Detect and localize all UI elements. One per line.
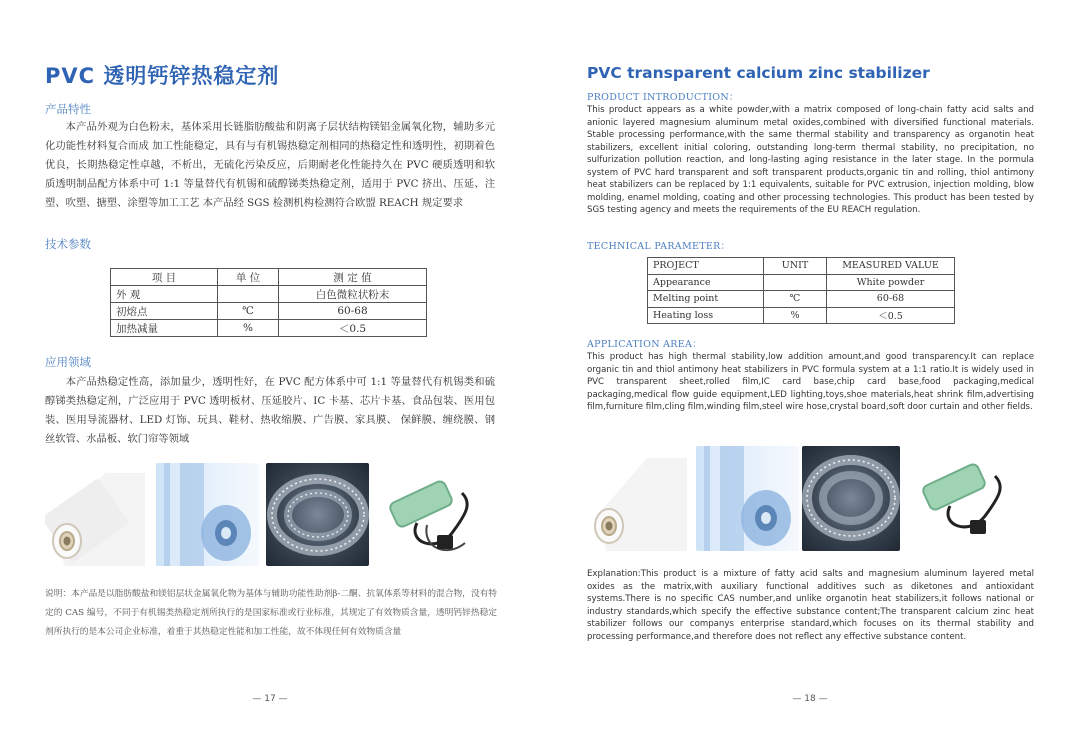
table-row [648, 307, 955, 324]
intro-text: This product appears as a white powder,with a matrix composed of long-chain fatty acid salts and anionic layered magnesium aluminum metal oxides,combined with diversified functional materials. Stable processing performance,with the same thermal stability and transparency as organotin heat stabilizers, excellent initial coloring, outstanding long-term thermal stability, no precipitation, no sulfurization pollution reaction, and long-lasting aging resistance in the later stage. In the pormula system of PVC hard transparent and soft transparent products,organic tin and rolling, thiol antimony heat stabilizers can be replaced by 1:1 equivalents, suitable for PVC extrusion, injection molding, blow molding, enamel molding, coating and other processing technologies. This product has been tested by SGS testing agency and meets the requirements of the EU REACH regulation. [587, 105, 1034, 215]
cell-unit: ℃ [764, 291, 827, 308]
params-heading-en: TECHNICAL PARAMETER： [587, 241, 731, 252]
table-row [111, 303, 427, 320]
cell-value: 60-68 [279, 303, 427, 320]
intro-heading: PRODUCT INTRODUCTION： [587, 92, 739, 103]
table-header-row [648, 258, 955, 275]
table-row [111, 286, 427, 303]
cell-unit: % [764, 307, 827, 324]
transparent-sheet-roll-photo [696, 446, 799, 551]
page-number-right: — 18 — [792, 694, 828, 704]
led-cable-photo [910, 446, 1010, 551]
header-project: PROJECT [648, 258, 764, 275]
cell-project: Melting point [648, 291, 764, 308]
spec-table-en [647, 257, 955, 324]
header-unit: 单 位 [218, 269, 279, 286]
right-page [540, 0, 1080, 733]
page-number-left: — 17 — [252, 694, 288, 704]
application-heading-en: APPLICATION AREA： [587, 339, 702, 350]
cell-item: 外 观 [111, 286, 218, 303]
features-heading: 产品特性 [45, 102, 91, 116]
explanation-note-en: Explanation:This product is a mixture of fatty acid salts and magnesium aluminum layered metal oxides as the matrix,with auxiliary functional additives such as diketones and antioxidant systems.There is no specific CAS number,and unlike organotin heat stabilizers,it follows national or industry standards,which specify the effective substance content;The transparent calcium zinc heat stabilizer follows our companys enterprise standard,which focuses on its thermal stability and processing performance,and therefore does not reflect any effective substance content. [587, 569, 1034, 642]
cell-project: Appearance [648, 274, 764, 291]
header-measured: MEASURED VALUE [827, 258, 955, 275]
page-title-cn: PVC 透明钙锌热稳定剂 [45, 64, 280, 88]
explanation-note-cn: 说明：本产品是以脂肪酸盐和镁铝层状金属氧化物为基体与辅助功能性助剂β-二酮、抗氧体系等材料的混合物，没有特定的 CAS 编号，不同于有机锡类热稳定剂所执行的是国家标准或行业标准，其规定了有效物质含量，透明钙锌热稳定剂所执行的是本公司企业标准，着重于其热稳定性能和加工性能，故不体现任何有效物质含量 [45, 589, 497, 637]
cell-item: 初熔点 [111, 303, 218, 320]
led-cable-photo [377, 463, 480, 566]
cell-value: 60-68 [827, 291, 955, 308]
steel-wire-hose-photo [802, 446, 900, 551]
features-text: 本产品外观为白色粉末，基体采用长链脂肪酸盐和阴离子层状结构镁铝金属氧化物，辅助多元化功能性材料复合而成 加工性能稳定，具有与有机锡热稳定剂相同的热稳定性和透明性，初期着色优良，长期热稳定性卓越，不析出，无硫化污染反应，后期耐老化性能持久在 PVC 硬质透明和软质透明制品配方体系中可 1:1 等量替代有机锡和硫醇锑类热稳定剂，适用于 PVC 挤出、压延、注塑、吹塑、搪塑、涂塑等加工工艺 本产品经 SGS 检测机构检测符合欧盟 REACH 规定要求 [45, 121, 495, 209]
table-row [648, 274, 955, 291]
cell-unit: ℃ [218, 303, 279, 320]
table-row [111, 320, 427, 337]
page-title-en: PVC transparent calcium zinc stabilizer [587, 64, 930, 82]
steel-wire-hose-photo [266, 463, 369, 566]
params-heading: 技术参数 [45, 237, 91, 251]
cell-value: ＜0.5 [827, 307, 955, 324]
table-header-row [111, 269, 427, 286]
header-unit: UNIT [764, 258, 827, 275]
transparent-sheet-roll-photo [156, 463, 259, 566]
cell-value: 白色微粒状粉末 [279, 286, 427, 303]
application-text-en: This product has high thermal stability,low addition amount,and good transparency.It can replace organic tin and thiol antimony heat stabilizers in PVC formula system at a 1:1 ratio.It is widely used in PVC transparent sheet,rolled film,IC card base,chip card base,food packaging,medical packaging,medical flow guide equipment,LED lighting,toys,shoe materials,heat shrink film,advertising film,furniture film,cling film,winding film,steel wire hose,crystal board,soft door curtain and other fields. [587, 352, 1034, 412]
cell-value: White powder [827, 274, 955, 291]
cell-unit [764, 274, 827, 291]
cell-item: 加热减量 [111, 320, 218, 337]
film-roll-photo [587, 446, 690, 551]
table-row [648, 291, 955, 308]
cell-value: ＜0.5 [279, 320, 427, 337]
application-text: 本产品热稳定性高，添加量少，透明性好，在 PVC 配方体系中可 1:1 等量替代有机锡类和硫醇锑类热稳定剂，广泛应用于 PVC 透明板材、压延胶片、IC 卡基、芯片卡基、食品包装、医用包装、医用导流器材、LED 灯饰、玩具、鞋材、热收缩膜、广告膜、家具膜、 保鲜膜、缠绕膜、钢丝软管、水晶板、软门帘等领域 [45, 376, 495, 445]
film-roll-photo [45, 463, 148, 566]
header-value: 测 定 值 [279, 269, 427, 286]
spec-table-cn [110, 268, 427, 337]
cell-project: Heating loss [648, 307, 764, 324]
application-heading: 应用领域 [45, 355, 91, 369]
cell-unit [218, 286, 279, 303]
header-item: 项 目 [111, 269, 218, 286]
cell-unit: % [218, 320, 279, 337]
